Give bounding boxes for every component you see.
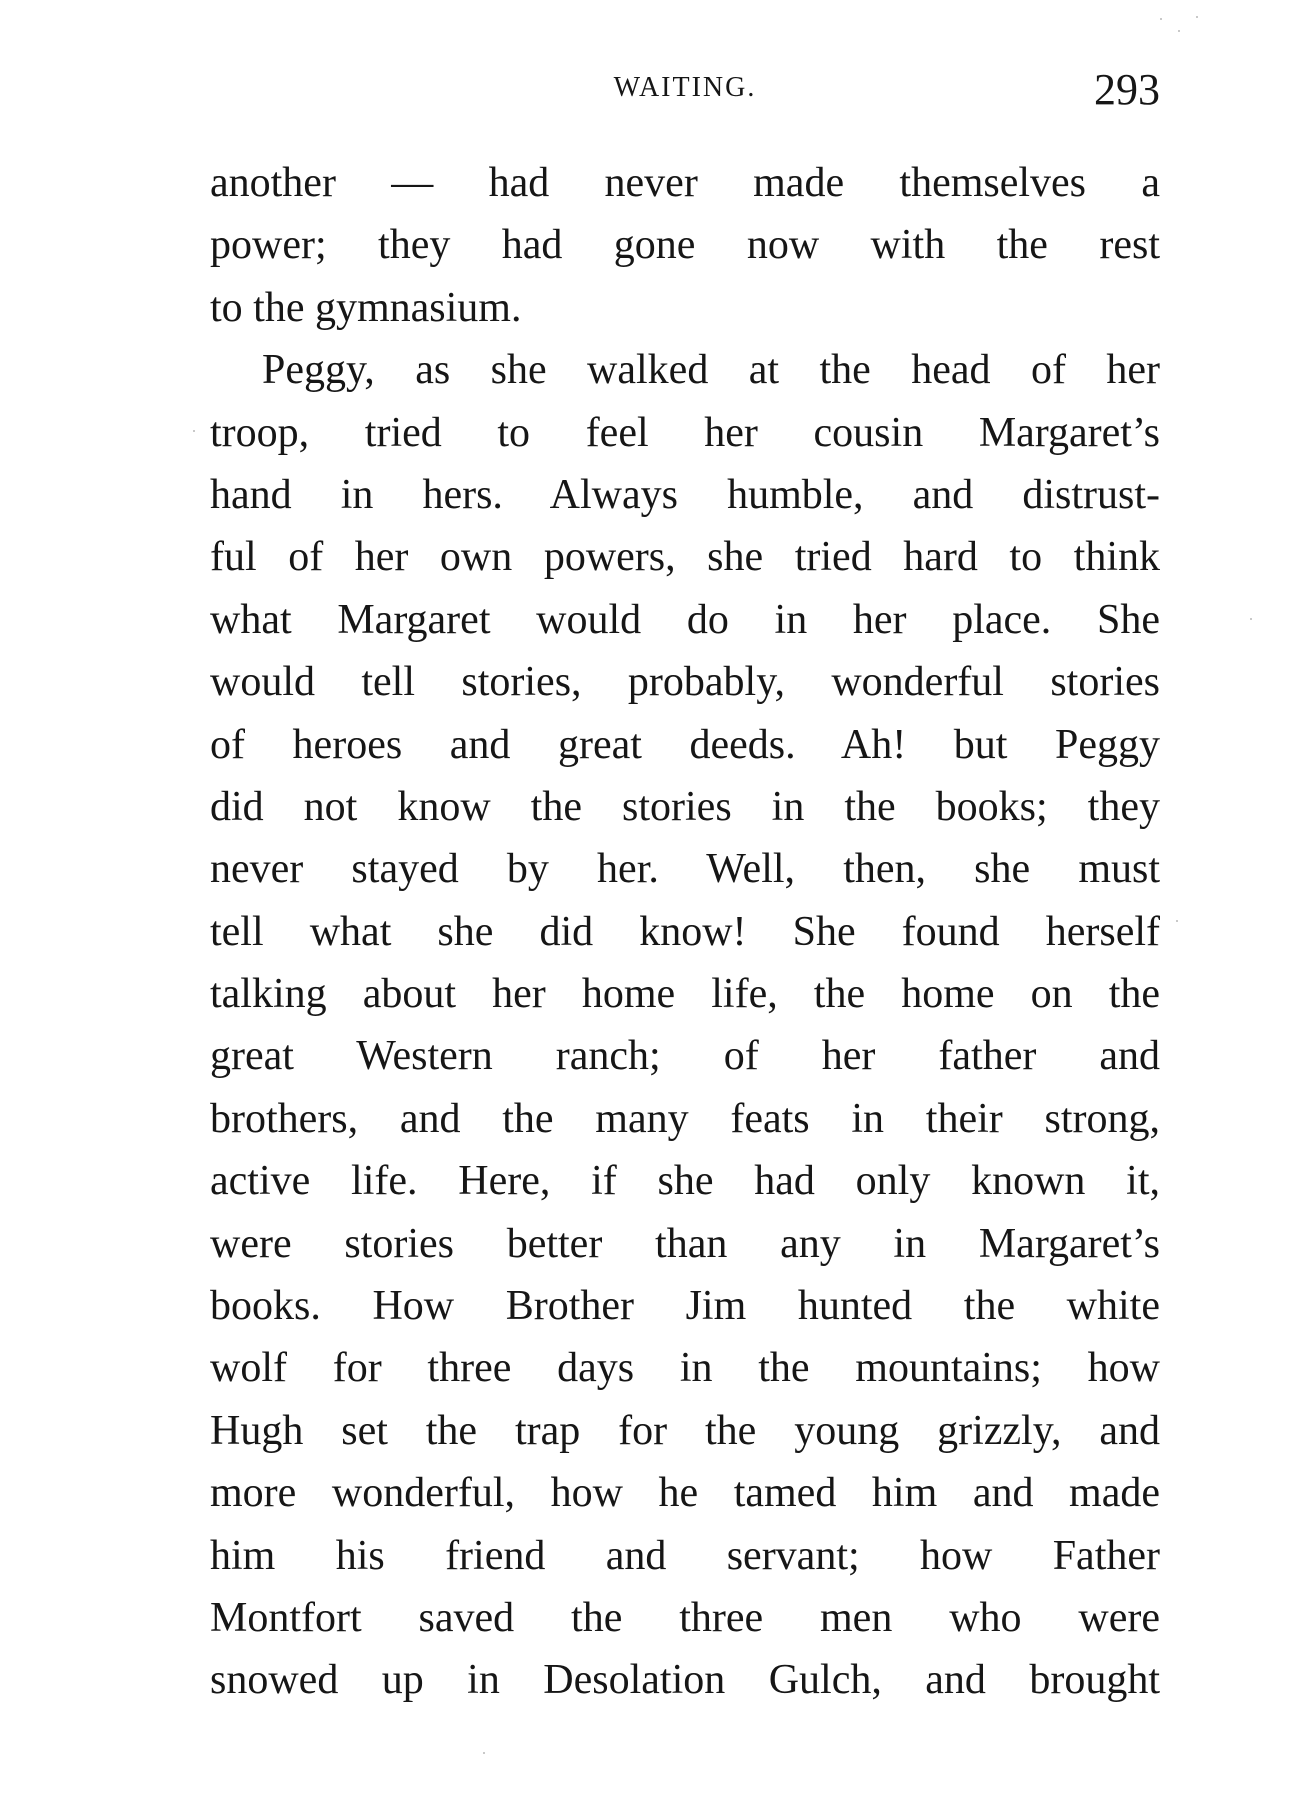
text-line: him his friend and servant; how Father	[210, 1532, 1160, 1579]
text-line: wolf for three days in the mountains; how	[210, 1345, 1160, 1392]
text-line: ful of her own powers, she tried hard to think	[210, 534, 1160, 581]
text-line: active life. Here, if she had only known it,	[210, 1158, 1160, 1205]
text-line: would tell stories, probably, wonderful stories	[210, 659, 1160, 706]
text-line: troop, tried to feel her cousin Margaret’s	[210, 409, 1160, 456]
paper-speck	[483, 1752, 485, 1754]
paper-speck	[1176, 920, 1178, 922]
paper-speck	[1196, 16, 1198, 18]
paper-speck	[193, 430, 195, 432]
text-line: what Margaret would do in her place. She	[210, 596, 1160, 643]
text-line: talking about her home life, the home on the	[210, 971, 1160, 1018]
text-line: brothers, and the many feats in their strong,	[210, 1095, 1160, 1142]
text-line: were stories better than any in Margaret’s	[210, 1220, 1160, 1267]
text-line: of heroes and great deeds. Ah! but Peggy	[210, 721, 1160, 768]
text-line: more wonderful, how he tamed him and made	[210, 1470, 1160, 1517]
text-line: Hugh set the trap for the young grizzly, and	[210, 1407, 1160, 1454]
page-number: 293	[1094, 65, 1160, 114]
paper-speck	[1250, 618, 1252, 620]
text-line: snowed up in Desolation Gulch, and brought	[210, 1657, 1160, 1704]
text-line: great Western ranch; of her father and	[210, 1033, 1160, 1080]
text-line: power; they had gone now with the rest	[210, 222, 1160, 269]
running-title: WAITING.	[613, 72, 757, 103]
paper-speck	[1178, 30, 1180, 32]
running-head	[210, 64, 1160, 124]
text-line: to the gymnasium.	[210, 284, 522, 331]
text-line: another — had never made themselves a	[210, 160, 1160, 206]
text-line: never stayed by her. Well, then, she must	[210, 846, 1160, 893]
body-text	[210, 152, 1160, 1712]
text-line: Peggy, as she walked at the head of her	[262, 347, 1160, 394]
text-line: books. How Brother Jim hunted the white	[210, 1283, 1160, 1330]
text-line: Montfort saved the three men who were	[210, 1594, 1160, 1641]
text-line: did not know the stories in the books; they	[210, 783, 1160, 830]
text-line: hand in hers. Always humble, and distrust-	[210, 471, 1160, 518]
text-line: tell what she did know! She found herself	[210, 908, 1160, 955]
paper-speck	[1160, 18, 1162, 20]
